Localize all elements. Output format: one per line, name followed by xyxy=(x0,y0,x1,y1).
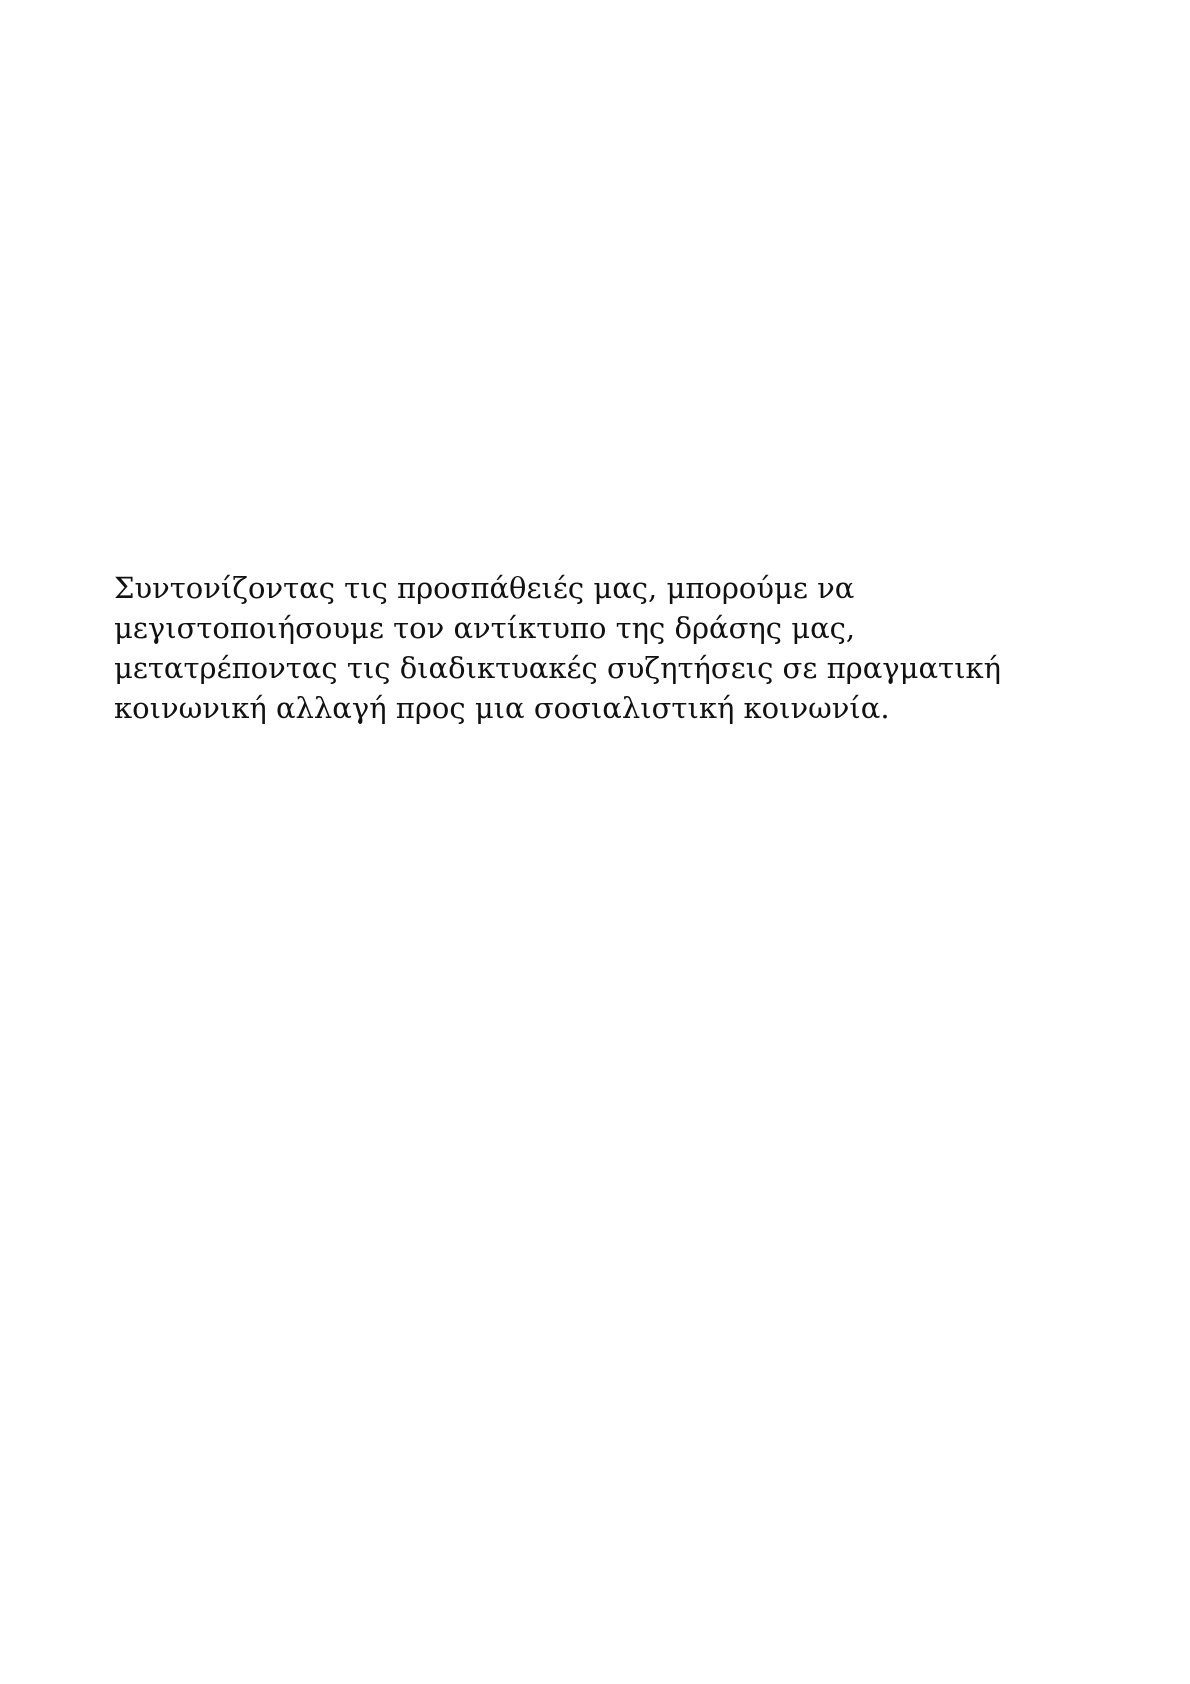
body-paragraph xyxy=(114,568,1094,728)
paragraph-line: μεγιστοποιήσουμε τον αντίκτυπο της δράσης μας, xyxy=(114,611,856,645)
paragraph-line: Συντονίζοντας τις προσπάθειές μας, μπορούμε να xyxy=(114,571,855,605)
paragraph-line: μετατρέποντας τις διαδικτυακές συζητήσεις σε πραγματική xyxy=(114,651,1001,685)
paragraph-line: κοινωνική αλλαγή προς μια σοσιαλιστική κοινωνία. xyxy=(114,691,890,725)
